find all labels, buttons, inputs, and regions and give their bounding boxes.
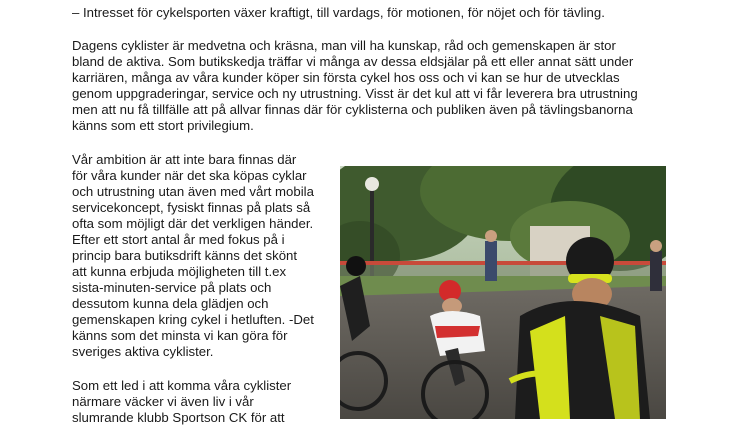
paragraph-1-line: Dagens cyklister är medvetna och kräsna, man vill ha kunskap, råd och gemenskapen är stor: [72, 38, 616, 53]
paragraph-2-line: Efter ett stort antal år med fokus på i: [72, 232, 285, 247]
paragraph-2-line: dessutom kunna dela glädjen och: [72, 296, 269, 311]
paragraph-2-line: princip bara butiksdrift känns det skönt: [72, 248, 298, 263]
paragraph-2-line: känns som det minsta vi kan göra för: [72, 328, 288, 343]
paragraph-2-line: gemenskapen kring cykel i hetluften. -Det: [72, 312, 314, 327]
cycling-race-photo: [340, 166, 666, 419]
paragraph-1-line: karriären, många av våra kunder köper sin första cykel hos oss och vi kan se hur de utvecklas: [72, 70, 620, 85]
paragraph-2-line: ofta som möjligt där det verkligen händer.: [72, 216, 314, 231]
paragraph-1-line: men att nu få tillfälle att på allvar finnas där för cyklisterna och publiken även på tävlingsbanorna: [72, 102, 633, 117]
paragraph-2-line: för våra kunder när det ska köpas cyklar: [72, 168, 307, 183]
paragraph-2-line: sista-minuten-service på plats och: [72, 280, 272, 295]
paragraph-1-line: känns som ett stort privilegium.: [72, 118, 254, 133]
paragraph-2-line: sveriges aktiva cyklister.: [72, 344, 214, 359]
paragraph-2-line: Vår ambition är att inte bara finnas där: [72, 152, 297, 167]
paragraph-3-line: Som ett led i att komma våra cyklister: [72, 378, 292, 393]
paragraph-1-line: bland de aktiva. Som butikskedja träffar vi många av dessa eldsjälar på ett eller annat sätt under: [72, 54, 634, 69]
paragraph-2-line: servicekoncept, fysiskt finnas på plats så: [72, 200, 311, 215]
photo-illustration: [340, 166, 666, 419]
paragraph-1-line: genom uppgraderingar, service och ny utrustning. Visst är det kul att vi får leverera bra utrustning: [72, 86, 638, 101]
paragraph-2-line: och utrustning utan även med vårt mobila: [72, 184, 314, 199]
paragraph-2-line: att kunna erbjuda möjligheten till t.ex: [72, 264, 287, 279]
paragraph-3-line: närmare väcker vi även liv i vår: [72, 394, 254, 409]
paragraph-3-line: slumrande klubb Sportson CK för att: [72, 410, 285, 425]
intro-line: – Intresset för cykelsporten växer kraftigt, till vardags, för motionen, för nöjet och för tävling.: [72, 5, 605, 20]
